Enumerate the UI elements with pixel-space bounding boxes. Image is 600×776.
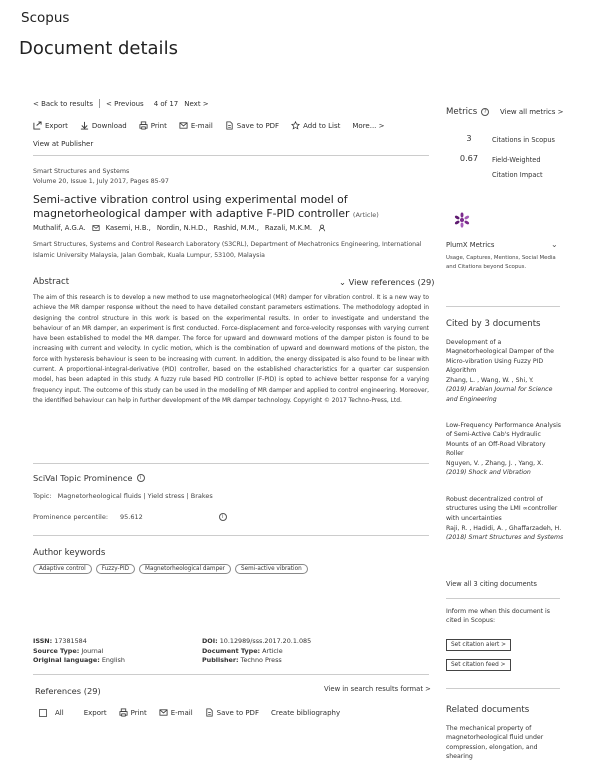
scival-heading xyxy=(33,473,145,483)
more-button[interactable]: More... > xyxy=(352,121,385,130)
select-all-checkbox[interactable] xyxy=(39,709,64,717)
prominence-label: Prominence percentile: xyxy=(33,513,109,521)
abstract-text: The aim of this research is to develop a new method to use magnetorheological (MR) damper for vibration control. It is a new way to achieve the MR damper response without the need to have detailed constant parameters estimations. The methodology adopted in designing the control structure in this work is based on the experimental results. In order to investigate and understand the behaviour of an MR damper, an experiment is first conducted. Force-displacement and force-velocity responses with varying current have been established to model the MR damper. The force for upward and downward motions of the damper piston is found to be increasing with current and velocity. In cyclic motion, which is the combination of upward and downward motions of the piston, the force with hysteresis behaviour is seen to be increasing with current. In addition, the energy dissipated is also found to be linear with current. A proportional-integral-derivative (PID) controller, based on the established characteristics for a quarter car suspension model, has been adapted in this study. A fuzzy rule based PID controller (F-PID) is opted to achieve better response for a varying frequency input. The outcome of this study can be used in the modelling of MR damper and applied to control engineering. Moreover, the identified behaviour can help in further development of the MR damper technology. Copyright © 2017 Techno-Press, Ltd. xyxy=(33,295,429,404)
plumx-description: Usage, Captures, Mentions, Social Media and Citations beyond Scopus. xyxy=(446,255,556,270)
source-type-row xyxy=(33,647,125,657)
references-heading: References (29) xyxy=(35,686,101,696)
print-refs-button[interactable] xyxy=(119,708,147,717)
citations-metric xyxy=(446,133,555,148)
citing-document-authors: Raji, R. , Hadidi, A. , Ghaffarzadeh, H. xyxy=(446,524,562,532)
related-document-title[interactable]: The mechanical property of magnetorheological fluid under compression, elongation, and shearing xyxy=(446,725,544,760)
download-label: Download xyxy=(91,121,127,130)
author-link[interactable]: Nordin, N.H.D., xyxy=(156,224,208,232)
person-icon[interactable] xyxy=(318,224,326,232)
issn-label: ISSN: xyxy=(33,637,53,645)
print-icon xyxy=(139,121,148,130)
select-all-label: All xyxy=(55,708,64,717)
download-button[interactable] xyxy=(80,121,127,130)
keyword-chip[interactable]: Magnetorheological damper xyxy=(139,564,231,574)
citing-document-source: (2019) Shock and Vibration xyxy=(446,469,531,477)
set-citation-feed-button[interactable]: Set citation feed > xyxy=(446,659,511,671)
export-button[interactable] xyxy=(33,121,68,130)
checkbox[interactable] xyxy=(39,709,47,717)
export-label: Export xyxy=(45,121,68,130)
star-icon xyxy=(291,121,300,130)
metadata-right xyxy=(202,637,311,666)
email-icon xyxy=(159,708,168,717)
view-at-publisher-link[interactable]: View at Publisher xyxy=(33,140,94,148)
journal-info xyxy=(33,167,169,187)
divider xyxy=(33,535,429,536)
metrics-heading-text: Metrics xyxy=(446,107,478,117)
fwci-metric xyxy=(446,153,560,183)
add-to-list-label: Add to List xyxy=(303,121,341,130)
back-to-results-link[interactable]: < Back to results xyxy=(33,99,94,108)
language-value: English xyxy=(101,656,125,664)
fwci-value: 0.67 xyxy=(459,153,479,163)
document-type-label: (Article) xyxy=(352,211,379,219)
metrics-heading xyxy=(446,107,489,117)
save-pdf-refs-label: Save to PDF xyxy=(216,708,259,717)
page-title: Document details xyxy=(19,38,178,59)
document-title-text: Semi-active vibration control using experimental model of magnetorheological damper with adaptive F-PID controller xyxy=(33,193,350,220)
document-toolbar xyxy=(33,121,385,130)
author-list xyxy=(33,224,326,232)
info-icon[interactable]: i xyxy=(219,513,227,521)
keyword-list xyxy=(33,564,308,574)
prominence-value: 95.612 xyxy=(120,513,143,521)
citing-document xyxy=(446,421,564,478)
publisher-row xyxy=(202,656,311,666)
keyword-chip[interactable]: Fuzzy-PID xyxy=(96,564,135,574)
pdf-icon xyxy=(225,121,234,130)
volume-issue: Volume 20, Issue 1, July 2017, Pages 85-97 xyxy=(33,178,169,185)
view-all-citing-link[interactable]: View all 3 citing documents xyxy=(446,580,537,588)
doi-label: DOI: xyxy=(202,637,218,645)
print-label: Print xyxy=(150,121,167,130)
email-icon[interactable] xyxy=(92,224,100,232)
keyword-chip[interactable]: Adaptive control xyxy=(33,564,92,574)
plumx-metrics-heading[interactable]: PlumX Metrics xyxy=(446,241,495,249)
divider xyxy=(33,463,429,464)
scival-heading-text: SciVal Topic Prominence xyxy=(33,473,133,483)
abstract-heading: Abstract xyxy=(33,277,70,287)
email-icon xyxy=(179,121,188,130)
view-all-metrics-link[interactable]: View all metrics > xyxy=(500,108,564,116)
citing-document-title[interactable]: Robust decentralized control of structures using the LMI ∞controller with uncertainties xyxy=(446,496,558,522)
export-refs-button[interactable]: Export xyxy=(83,708,107,717)
author-keywords-heading: Author keywords xyxy=(33,548,106,558)
print-icon xyxy=(119,708,128,717)
citation-alert-info: Inform me when this document is cited in Scopus: xyxy=(446,608,551,625)
language-label: Original language: xyxy=(33,656,100,664)
info-icon[interactable]: i xyxy=(137,474,145,482)
next-link[interactable]: Next > xyxy=(184,99,209,108)
email-refs-label: E-mail xyxy=(170,708,193,717)
export-icon xyxy=(33,121,42,130)
author-link[interactable]: Razali, M.K.M. xyxy=(264,224,313,232)
doi-value: 10.12989/sss.2017.20.1.085 xyxy=(219,637,312,645)
doc-type-row xyxy=(202,647,311,657)
email-button[interactable] xyxy=(179,121,213,130)
document-title xyxy=(33,193,433,222)
scival-topic xyxy=(33,492,213,500)
citations-label: Citations in Scopus xyxy=(492,136,555,144)
keyword-chip[interactable]: Semi-active vibration xyxy=(235,564,308,574)
citations-count[interactable]: 3 xyxy=(466,133,472,143)
save-pdf-refs-button[interactable] xyxy=(205,708,259,717)
set-citation-alert-button[interactable]: Set citation alert > xyxy=(446,639,511,651)
download-icon xyxy=(80,121,89,130)
print-button[interactable] xyxy=(139,121,167,130)
email-label: E-mail xyxy=(190,121,213,130)
divider xyxy=(99,99,100,108)
metadata-left xyxy=(33,637,125,666)
pdf-icon xyxy=(205,708,214,717)
previous-link[interactable]: < Previous xyxy=(106,99,144,108)
citing-document-source: (2018) Smart Structures and Systems xyxy=(446,534,564,542)
divider xyxy=(33,674,429,675)
citing-document xyxy=(446,338,564,404)
divider xyxy=(33,155,429,156)
citing-document-source: (2019) Arabian Journal for Science and Engineering xyxy=(446,386,553,403)
email-refs-button[interactable] xyxy=(159,708,193,717)
citing-document-authors: Zhang, L. , Wang, W. , Shi, Y. xyxy=(446,377,534,385)
view-references-link[interactable] xyxy=(339,277,435,287)
doi-row xyxy=(202,637,311,647)
divider xyxy=(446,306,560,307)
source-type-label: Source Type: xyxy=(33,646,80,655)
result-navigation xyxy=(33,99,209,108)
citing-document-title[interactable]: Development of a Magnetorheological Damper of the Micro-vibration Using Fuzzy PID Algorithm xyxy=(446,339,554,374)
view-references-label: View references (29) xyxy=(348,277,435,287)
issn-value: 17381584 xyxy=(54,637,87,645)
language-row xyxy=(33,656,125,666)
scopus-logo[interactable]: Scopus xyxy=(21,10,70,26)
fwci-label: Field-Weighted Citation Impact xyxy=(492,156,543,179)
publisher-value: Techno Press xyxy=(240,656,282,664)
publisher-label: Publisher: xyxy=(202,656,239,664)
cited-by-heading: Cited by 3 documents xyxy=(446,319,541,329)
result-position: 4 of 17 xyxy=(153,99,179,108)
view-in-search-results-link[interactable]: View in search results format > xyxy=(324,685,431,693)
divider xyxy=(446,598,560,599)
citing-document xyxy=(446,495,564,542)
plumx-logo-icon xyxy=(454,212,470,228)
author-link[interactable]: Kasemi, H.B., xyxy=(105,224,151,232)
citing-document-authors: Nguyen, V. , Zhang, J. , Yang, X. xyxy=(446,460,544,468)
topic-value[interactable]: Magnetorheological fluids | Yield stress | Brakes xyxy=(57,492,213,500)
help-icon[interactable]: ? xyxy=(481,108,489,116)
source-title-link[interactable]: Smart Structures and Systems xyxy=(33,168,130,175)
chevron-down-icon: ⌄ xyxy=(339,277,346,287)
doc-type-label: Document Type: xyxy=(202,646,261,655)
divider xyxy=(446,688,560,689)
references-toolbar xyxy=(39,708,340,717)
author-link[interactable]: Muthalif, A.G.A. xyxy=(33,224,86,232)
save-pdf-button[interactable] xyxy=(225,121,279,130)
create-bibliography-button[interactable]: Create bibliography xyxy=(270,708,341,717)
save-pdf-label: Save to PDF xyxy=(236,121,280,130)
source-type-value: Journal xyxy=(81,646,104,655)
doc-type-value: Article xyxy=(262,646,283,655)
affiliation: Smart Structures, Systems and Control Research Laboratory (S3CRL), Department of Mechatronics Engineering, International Islamic University Malaysia, Jalan Gombak, Kuala Lumpur, 53100, Malaysia xyxy=(33,241,422,259)
prominence-percentile xyxy=(33,513,227,521)
topic-label: Topic: xyxy=(33,492,52,500)
print-refs-label: Print xyxy=(130,708,147,717)
related-documents-heading: Related documents xyxy=(446,705,530,715)
citing-document-title[interactable]: Low-Frequency Performance Analysis of Semi-Active Cab's Hydraulic Mounts of an Off-Road Vibratory Roller xyxy=(446,422,562,457)
add-to-list-button[interactable] xyxy=(291,121,340,130)
author-link[interactable]: Rashid, M.M., xyxy=(213,224,259,232)
issn-row xyxy=(33,637,125,647)
chevron-down-icon[interactable]: ⌄ xyxy=(551,240,558,249)
